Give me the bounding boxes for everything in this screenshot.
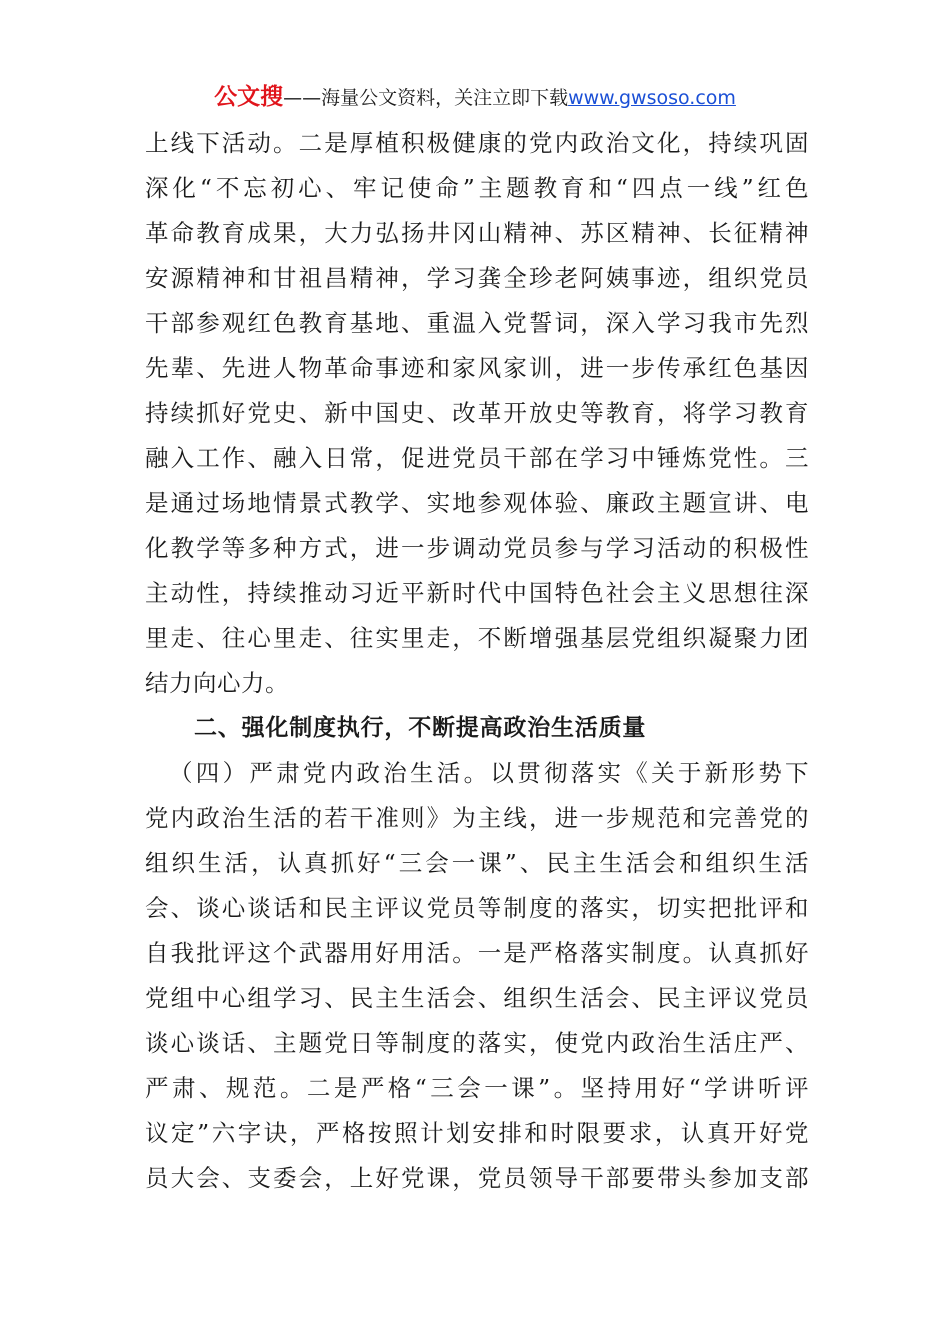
body-line: 融入工作、融入日常，促进党员干部在学习中锤炼党性。三 — [145, 444, 809, 472]
section-line: 员大会、支委会，上好党课，党员领导干部要带头参加支部 — [145, 1164, 809, 1192]
section-line: 严肃、规范。二是严格“三会一课”。坚持用好“学讲听评 — [145, 1074, 809, 1102]
site-link[interactable]: www.gwsoso.com — [568, 87, 736, 109]
body-line: 化教学等多种方式，进一步调动党员参与学习活动的积极性 — [145, 534, 809, 562]
body-line: 主动性，持续推动习近平新时代中国特色社会主义思想往深 — [145, 579, 809, 607]
body-line: 是通过场地情景式教学、实地参观体验、廉政主题宣讲、电 — [145, 489, 809, 517]
page-header — [0, 82, 950, 113]
body-line: 持续抓好党史、新中国史、改革开放史等教育，将学习教育 — [145, 399, 809, 427]
body-line: 里走、往心里走、往实里走，不断增强基层党组织凝聚力团 — [145, 624, 809, 652]
body-line: 安源精神和甘祖昌精神，学习龚全珍老阿姨事迹，组织党员 — [145, 264, 809, 292]
section-line: 自我批评这个武器用好用活。一是严格落实制度。认真抓好 — [145, 939, 809, 967]
section-line: 议定”六字诀，严格按照计划安排和时限要求，认真开好党 — [145, 1119, 809, 1147]
document-body — [145, 121, 809, 1201]
section-line: 谈心谈话、主题党日等制度的落实，使党内政治生活庄严、 — [145, 1029, 809, 1057]
section-line: （四）严肃党内政治生活。以贯彻落实《关于新形势下 — [169, 759, 809, 787]
header-tagline: ——海量公文资料，关注立即下载 — [283, 87, 569, 109]
section-heading: 二、强化制度执行，不断提高政治生活质量 — [194, 715, 647, 741]
body-line: 先辈、先进人物革命事迹和家风家训，进一步传承红色基因 — [145, 354, 809, 382]
section-line: 党内政治生活的若干准则》为主线，进一步规范和完善党的 — [145, 804, 809, 832]
body-line: 革命教育成果，大力弘扬井冈山精神、苏区精神、长征精神 — [145, 219, 809, 247]
body-line: 深化“不忘初心、牢记使命”主题教育和“四点一线”红色 — [145, 174, 809, 202]
body-line: 结力向心力。 — [145, 669, 289, 697]
body-line: 上线下活动。二是厚植积极健康的党内政治文化，持续巩固 — [145, 129, 809, 157]
body-line: 干部参观红色教育基地、重温入党誓词，深入学习我市先烈 — [145, 309, 809, 337]
section-line: 会、谈心谈话和民主评议党员等制度的落实，切实把批评和 — [145, 894, 809, 922]
section-line: 组织生活，认真抓好“三会一课”、民主生活会和组织生活 — [145, 849, 809, 877]
section-line: 党组中心组学习、民主生活会、组织生活会、民主评议党员 — [145, 984, 809, 1012]
brand-logo-text: 公文搜 — [214, 84, 284, 110]
